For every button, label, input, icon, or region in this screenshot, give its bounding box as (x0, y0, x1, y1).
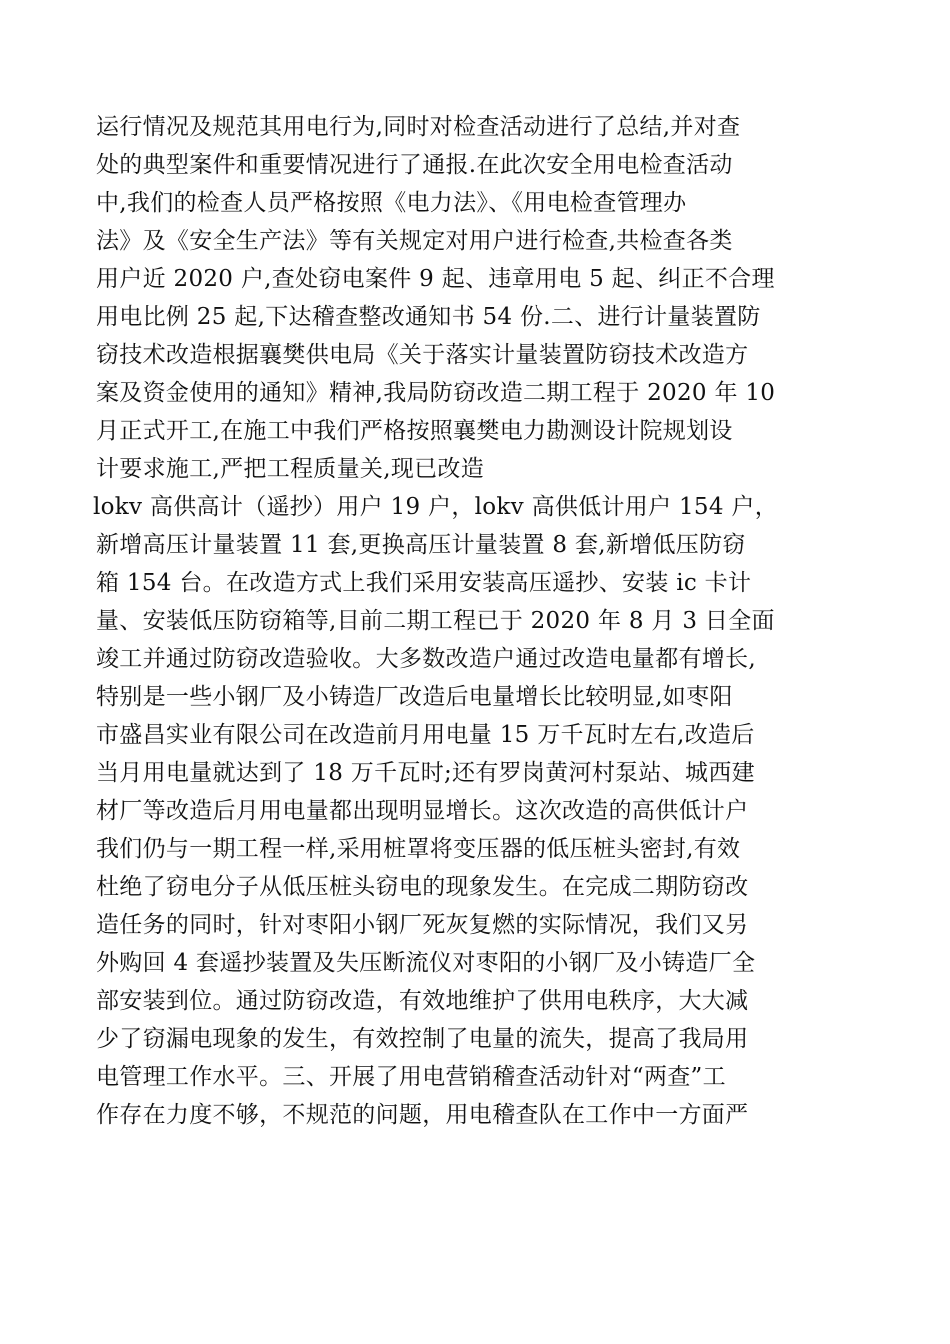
text-line: 用电比例 25 起,下达稽查整改通知书 54 份.二、进行计量装置防 (96, 304, 761, 330)
text-line: 部安装到位。通过防窃改造，有效地维护了供用电秩序，大大减 (96, 988, 749, 1014)
text-line: 当月用电量就达到了 18 万千瓦时;还有罗岗黄河村泵站、城西建 (96, 760, 755, 786)
text-line: 我们仍与一期工程一样,采用桩罩将变压器的低压桩头密封,有效 (96, 836, 741, 862)
text-line: 作存在力度不够，不规范的问题，用电稽查队在工作中一方面严 (96, 1102, 749, 1128)
text-line: 市盛昌实业有限公司在改造前月用电量 15 万千瓦时左右,改造后 (96, 722, 755, 748)
body-text (93, 108, 866, 1134)
text-line: 杜绝了窃电分子从低压桩头窃电的现象发生。在完成二期防窃改 (96, 874, 749, 900)
text-line: lokv 高供高计（遥抄）用户 19 户，lokv 高供低计用户 154 户， (93, 494, 778, 520)
text-line: 中,我们的检查人员严格按照《电力法》、《用电检查管理办 (96, 190, 687, 216)
text-line: 运行情况及规范其用电行为,同时对检查活动进行了总结,并对查 (96, 114, 741, 140)
text-line: 箱 154 台。在改造方式上我们采用安装高压遥抄、安装 ic 卡计 (96, 570, 752, 596)
text-line: 月正式开工,在施工中我们严格按照襄樊电力勘测设计院规划设 (96, 418, 733, 444)
text-line: 法》及《安全生产法》等有关规定对用户进行检查,共检查各类 (96, 228, 733, 254)
text-line: 外购回 4 套遥抄装置及失压断流仪对枣阳的小钢厂及小铸造厂全 (96, 950, 756, 976)
text-line: 窃技术改造根据襄樊供电局《关于落实计量装置防窃技术改造方 (96, 342, 749, 368)
text-line: 竣工并通过防窃改造验收。大多数改造户通过改造电量都有增长, (96, 646, 757, 672)
text-line: 新增高压计量装置 11 套,更换高压计量装置 8 套,新增低压防窃 (96, 532, 746, 558)
text-line: 造任务的同时，针对枣阳小钢厂死灰复燃的实际情况，我们又另 (96, 912, 749, 938)
text-line: 材厂等改造后月用电量都出现明显增长。这次改造的高供低计户 (96, 798, 749, 824)
text-line: 案及资金使用的通知》精神,我局防窃改造二期工程于 2020 年 10 (96, 380, 776, 406)
text-line: 量、安装低压防窃箱等,目前二期工程已于 2020 年 8 月 3 日全面 (96, 608, 775, 634)
text-line: 电管理工作水平。三、开展了用电营销稽查活动针对“两查”工 (96, 1064, 726, 1090)
text-line: 特别是一些小钢厂及小铸造厂改造后电量增长比较明显,如枣阳 (96, 684, 733, 710)
text-line: 少了窃漏电现象的发生，有效控制了电量的流失，提高了我局用 (96, 1026, 749, 1052)
text-line: 计要求施工,严把工程质量关,现已改造 (96, 456, 485, 482)
text-line: 用户近 2020 户,查处窃电案件 9 起、违章用电 5 起、纠正不合理 (96, 266, 775, 292)
text-line: 处的典型案件和重要情况进行了通报.在此次安全用电检查活动 (96, 152, 733, 178)
